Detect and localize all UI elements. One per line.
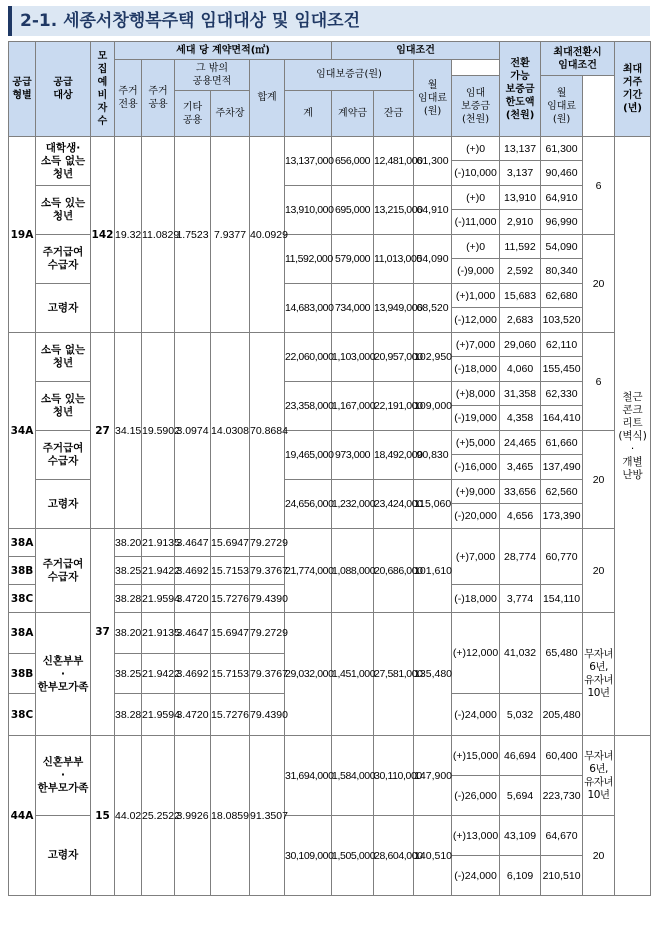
deposit-total: 30,109,000 [285, 816, 332, 896]
deposit-contract: 656,000 [332, 137, 374, 186]
max-monthly: 154,110 [541, 585, 583, 613]
max-deposit: 2,910 [500, 210, 541, 235]
area-parking-44a: 18.0859 [211, 736, 250, 896]
conversion-limit: (-)9,000 [452, 259, 500, 284]
conversion-limit: (+)0 [452, 235, 500, 259]
conversion-limit: (-)24,000 [452, 694, 500, 736]
header-max-period: 최대 거주 기간 (년) [615, 42, 651, 137]
monthly-rent: 102,950 [414, 333, 452, 382]
header-area-private: 주거 전용 [115, 60, 142, 137]
target-newlywed: 신혼부부 · 한부모가족 [36, 613, 91, 736]
monthly-rent: 68,520 [414, 284, 452, 333]
monthly-rent: 115,060 [414, 480, 452, 529]
area-other-34a: 3.0974 [175, 333, 211, 529]
area-parking-38a: 15.6947 [211, 613, 250, 654]
area-private-38c: 38.28 [115, 585, 142, 613]
header-max-deposit: 임대 보증금 (천원) [452, 76, 500, 137]
deposit-total: 29,032,000 [285, 613, 332, 736]
max-deposit: 4,358 [500, 406, 541, 431]
deposit-balance: 18,492,000 [374, 431, 414, 480]
area-other-44a: 3.9926 [175, 736, 211, 896]
count-19a: 142 [91, 137, 115, 333]
target-newlywed: 신혼부부 · 한부모가족 [36, 736, 91, 816]
monthly-rent: 54,090 [414, 235, 452, 284]
deposit-balance: 22,191,000 [374, 382, 414, 431]
max-monthly: 61,660 [541, 431, 583, 455]
conversion-limit: (-)12,000 [452, 308, 500, 333]
area-total-38a: 79.2729 [250, 613, 285, 654]
conversion-limit: (-)16,000 [452, 455, 500, 480]
max-monthly: 62,680 [541, 284, 583, 308]
conversion-limit: (-)26,000 [452, 776, 500, 816]
structure-blank [615, 736, 651, 896]
header-monthly-rent: 월 임대료 (원) [414, 60, 452, 137]
area-parking-19a: 7.9377 [211, 137, 250, 333]
max-deposit: 2,592 [500, 259, 541, 284]
target-youth-no-income: 대학생· 소득 없는 청년 [36, 137, 91, 186]
area-other-38c: 3.4720 [175, 694, 211, 736]
target-youth-no-income: 소득 없는 청년 [36, 333, 91, 382]
area-other-38c: 3.4720 [175, 585, 211, 613]
type-38a: 38A [9, 613, 36, 654]
max-period-44a-elderly: 20 [583, 816, 615, 896]
area-total-38b: 79.3767 [250, 557, 285, 585]
deposit-contract: 1,103,000 [332, 333, 374, 382]
area-parking-38c: 15.7276 [211, 585, 250, 613]
max-deposit: 11,592 [500, 235, 541, 259]
monthly-rent: 90,830 [414, 431, 452, 480]
area-private-34a: 34.15 [115, 333, 142, 529]
max-monthly: 62,110 [541, 333, 583, 357]
header-deposit-contract: 계약금 [332, 91, 374, 137]
max-monthly: 164,410 [541, 406, 583, 431]
target-elderly: 고령자 [36, 284, 91, 333]
deposit-total: 22,060,000 [285, 333, 332, 382]
conversion-limit: (-)18,000 [452, 357, 500, 382]
type-38a: 38A [9, 529, 36, 557]
target-youth-income: 소득 있는 청년 [36, 382, 91, 431]
monthly-rent: 64,910 [414, 186, 452, 235]
deposit-contract: 1,167,000 [332, 382, 374, 431]
conversion-limit: (+)7,000 [452, 333, 500, 357]
area-other-38a: 3.4647 [175, 529, 211, 557]
max-deposit: 33,656 [500, 480, 541, 504]
area-total-38c: 79.4390 [250, 585, 285, 613]
max-period-19a-other: 20 [583, 235, 615, 333]
max-deposit: 5,032 [500, 694, 541, 736]
area-other-38b: 3.4692 [175, 557, 211, 585]
area-private-38c: 38.28 [115, 694, 142, 736]
conversion-limit: (+)8,000 [452, 382, 500, 406]
deposit-total: 13,137,000 [285, 137, 332, 186]
deposit-contract: 734,000 [332, 284, 374, 333]
max-deposit: 13,910 [500, 186, 541, 210]
conversion-limit: (+)15,000 [452, 736, 500, 776]
max-monthly: 90,460 [541, 161, 583, 186]
max-monthly: 155,450 [541, 357, 583, 382]
area-private-38b: 38.25 [115, 654, 142, 694]
max-period-34a-youth: 6 [583, 333, 615, 431]
target-elderly: 고령자 [36, 480, 91, 529]
monthly-rent: 147,900 [414, 736, 452, 816]
conversion-limit: (+)13,000 [452, 816, 500, 856]
header-area-parking: 주차장 [211, 91, 250, 137]
area-shared-38c: 21.9594 [142, 585, 175, 613]
max-deposit: 3,465 [500, 455, 541, 480]
deposit-contract: 695,000 [332, 186, 374, 235]
conversion-limit: (-)19,000 [452, 406, 500, 431]
max-monthly: 61,300 [541, 137, 583, 161]
max-monthly: 210,510 [541, 856, 583, 896]
max-monthly: 80,340 [541, 259, 583, 284]
type-38c: 38C [9, 694, 36, 736]
type-19a: 19A [9, 137, 36, 333]
type-34a: 34A [9, 333, 36, 529]
area-private-38a: 38.20 [115, 613, 142, 654]
target-housing-benefit: 주거급여 수급자 [36, 529, 91, 613]
max-deposit: 46,694 [500, 736, 541, 776]
header-conversion-limit: 전환 가능 보증금 한도액 (천원) [500, 42, 541, 137]
area-parking-38a: 15.6947 [211, 529, 250, 557]
max-deposit: 3,137 [500, 161, 541, 186]
rental-conditions-table [8, 41, 651, 896]
area-shared-38c: 21.9594 [142, 694, 175, 736]
deposit-balance: 13,215,000 [374, 186, 414, 235]
area-shared-44a: 25.2522 [142, 736, 175, 896]
deposit-total: 31,694,000 [285, 736, 332, 816]
area-shared-38b: 21.9422 [142, 557, 175, 585]
area-shared-34a: 19.5902 [142, 333, 175, 529]
max-monthly: 103,520 [541, 308, 583, 333]
area-private-19a: 19.32 [115, 137, 142, 333]
area-shared-38a: 21.9135 [142, 613, 175, 654]
conversion-limit: (-)24,000 [452, 856, 500, 896]
max-monthly: 65,480 [541, 613, 583, 694]
type-38b: 38B [9, 557, 36, 585]
monthly-rent: 61,300 [414, 137, 452, 186]
area-parking-38c: 15.7276 [211, 694, 250, 736]
header-recruit-count: 모 집 예 비 자 수 [91, 42, 115, 137]
max-deposit: 41,032 [500, 613, 541, 694]
max-deposit: 15,683 [500, 284, 541, 308]
target-housing-benefit: 주거급여 수급자 [36, 235, 91, 284]
max-period-38-benefit: 20 [583, 529, 615, 613]
area-total-38c: 79.4390 [250, 694, 285, 736]
max-monthly: 173,390 [541, 504, 583, 529]
area-total-38a: 79.2729 [250, 529, 285, 557]
area-total-34a: 70.8684 [250, 333, 285, 529]
max-monthly: 96,990 [541, 210, 583, 235]
area-parking-34a: 14.0308 [211, 333, 250, 529]
deposit-total: 19,465,000 [285, 431, 332, 480]
max-deposit: 13,137 [500, 137, 541, 161]
deposit-contract: 1,505,000 [332, 816, 374, 896]
header-rent-group: 임대조건 [332, 42, 500, 60]
monthly-rent: 101,610 [414, 529, 452, 613]
header-area-group: 세대 당 계약면적(㎡) [115, 42, 332, 60]
deposit-balance: 23,424,000 [374, 480, 414, 529]
max-monthly: 60,400 [541, 736, 583, 776]
max-monthly: 64,910 [541, 186, 583, 210]
deposit-balance: 28,604,000 [374, 816, 414, 896]
deposit-balance: 27,581,000 [374, 613, 414, 736]
deposit-balance: 11,013,000 [374, 235, 414, 284]
area-other-38b: 3.4692 [175, 654, 211, 694]
monthly-rent: 140,510 [414, 816, 452, 896]
deposit-contract: 973,000 [332, 431, 374, 480]
monthly-rent: 135,480 [414, 613, 452, 736]
conversion-limit: (-)20,000 [452, 504, 500, 529]
deposit-total: 21,774,000 [285, 529, 332, 613]
deposit-contract: 1,584,000 [332, 736, 374, 816]
target-elderly: 고령자 [36, 816, 91, 896]
count-38: 37 [91, 529, 115, 736]
max-period-19a-youth: 6 [583, 137, 615, 235]
deposit-contract: 1,088,000 [332, 529, 374, 613]
deposit-total: 24,656,000 [285, 480, 332, 529]
conversion-limit: (+)1,000 [452, 284, 500, 308]
deposit-total: 11,592,000 [285, 235, 332, 284]
conversion-limit: (+)7,000 [452, 529, 500, 585]
area-total-44a: 91.3507 [250, 736, 285, 896]
deposit-total: 23,358,000 [285, 382, 332, 431]
header-deposit-group: 임대보증금(원) [285, 60, 414, 91]
area-parking-38b: 15.7153 [211, 654, 250, 694]
max-deposit: 43,109 [500, 816, 541, 856]
area-total-19a: 40.0929 [250, 137, 285, 333]
max-deposit: 31,358 [500, 382, 541, 406]
max-monthly: 62,330 [541, 382, 583, 406]
conversion-limit: (-)18,000 [452, 585, 500, 613]
max-deposit: 3,774 [500, 585, 541, 613]
header-area-total: 합계 [250, 60, 285, 137]
max-monthly: 64,670 [541, 816, 583, 856]
max-monthly: 62,560 [541, 480, 583, 504]
conversion-limit: (+)0 [452, 186, 500, 210]
deposit-contract: 1,451,000 [332, 613, 374, 736]
header-deposit-balance: 잔금 [374, 91, 414, 137]
conversion-limit: (+)0 [452, 137, 500, 161]
area-other-38a: 3.4647 [175, 613, 211, 654]
header-area-other-group: 그 밖의 공용면적 [175, 60, 250, 91]
area-shared-19a: 11.0829 [142, 137, 175, 333]
header-supply-type: 공급 형별 [9, 42, 36, 137]
deposit-contract: 579,000 [332, 235, 374, 284]
conversion-limit: (+)9,000 [452, 480, 500, 504]
conversion-limit: (+)5,000 [452, 431, 500, 455]
max-monthly: 137,490 [541, 455, 583, 480]
max-deposit: 6,109 [500, 856, 541, 896]
deposit-balance: 30,110,000 [374, 736, 414, 816]
max-monthly: 223,730 [541, 776, 583, 816]
area-total-38b: 79.3767 [250, 654, 285, 694]
deposit-balance: 20,686,000 [374, 529, 414, 613]
monthly-rent: 109,000 [414, 382, 452, 431]
header-supply-target: 공급 대상 [36, 42, 91, 137]
max-period-38-newlywed: 무자녀 6년, 유자녀 10년 [583, 613, 615, 736]
header-max-conversion: 최대전환시 임대조건 [541, 42, 615, 76]
max-deposit: 4,656 [500, 504, 541, 529]
max-deposit: 4,060 [500, 357, 541, 382]
structure-heating: 철근 콘크 리트 (벽식) · 개별 난방 [615, 137, 651, 736]
max-deposit: 2,683 [500, 308, 541, 333]
deposit-total: 14,683,000 [285, 284, 332, 333]
deposit-balance: 12,481,000 [374, 137, 414, 186]
conversion-limit: (-)11,000 [452, 210, 500, 235]
deposit-total: 13,910,000 [285, 186, 332, 235]
area-shared-38b: 21.9422 [142, 654, 175, 694]
max-period-44a-newlywed: 무자녀 6년, 유자녀 10년 [583, 736, 615, 816]
deposit-balance: 13,949,000 [374, 284, 414, 333]
area-parking-38b: 15.7153 [211, 557, 250, 585]
type-38c: 38C [9, 585, 36, 613]
count-44a: 15 [91, 736, 115, 896]
max-monthly: 205,480 [541, 694, 583, 736]
max-deposit: 29,060 [500, 333, 541, 357]
max-deposit: 24,465 [500, 431, 541, 455]
type-38b: 38B [9, 654, 36, 694]
area-private-38b: 38.25 [115, 557, 142, 585]
max-period-34a-other: 20 [583, 431, 615, 529]
max-monthly: 60,770 [541, 529, 583, 585]
area-other-19a: 1.7523 [175, 137, 211, 333]
type-44a: 44A [9, 736, 36, 896]
conversion-limit: (-)10,000 [452, 161, 500, 186]
header-area-shared: 주거 공용 [142, 60, 175, 137]
header-area-other-shared: 기타 공용 [175, 91, 211, 137]
max-deposit: 5,694 [500, 776, 541, 816]
area-shared-38a: 21.9135 [142, 529, 175, 557]
target-youth-income: 소득 있는 청년 [36, 186, 91, 235]
conversion-limit: (+)12,000 [452, 613, 500, 694]
area-private-44a: 44.02 [115, 736, 142, 896]
area-private-38a: 38.20 [115, 529, 142, 557]
header-deposit-total: 계 [285, 91, 332, 137]
header-max-monthly: 월 임대료 (원) [541, 76, 583, 137]
deposit-contract: 1,232,000 [332, 480, 374, 529]
max-deposit: 28,774 [500, 529, 541, 585]
max-monthly: 54,090 [541, 235, 583, 259]
count-34a: 27 [91, 333, 115, 529]
target-housing-benefit: 주거급여 수급자 [36, 431, 91, 480]
deposit-balance: 20,957,000 [374, 333, 414, 382]
page-title: 2-1. 세종서창행복주택 임대대상 및 임대조건 [8, 6, 650, 36]
